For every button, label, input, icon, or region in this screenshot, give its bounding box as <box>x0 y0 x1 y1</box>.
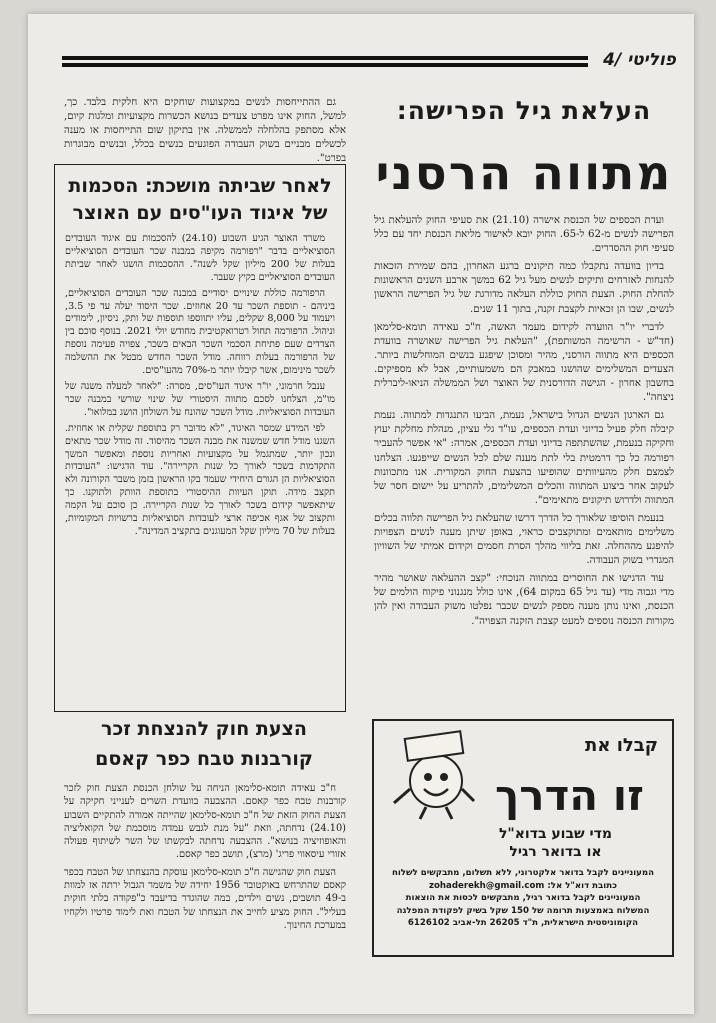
box-body <box>65 233 335 539</box>
main-headline <box>374 96 674 205</box>
newspaper-page <box>28 14 694 1014</box>
ad-weekly <box>499 825 612 861</box>
kasem-headline <box>62 714 346 774</box>
box-title-line-2: של איגוד העו"סים עם האוצר <box>72 202 328 224</box>
ad-get: קבלו את <box>585 735 658 756</box>
continued-paragraph: גם ההתייחסות לנשים במקצועות שוחקים היא חלקית בלבד. כך, למשל, החוק אינו מפרט צעדים בנושא הכשרות מקצועיות ומלגות קיום, אלא מסתפק בהלחלה לממשלה. אין בתיקון שום התייחסות או מענה לכשלים מבניים בשוק העבודה הפוגעים בנשים בכלל, ובנשים מבוגרות בפרט". <box>64 97 346 165</box>
kasem-paragraph: ח"כ עאידה תומא-סלימאן הניחה על שולחן הכנסת הצעת חוק לזכר קורבנות טבח כפר קאסם. ההצבעה בוועדת השרים לענייני חקיקה על הצעת החוק הזאת של ח"כ תומא-סלימאן שהייתה אמורה להתקיים השבוע (24.10) נדחתה, וזאת "על מנת לגבש עמדה מוסכמת של הקואליציה והאופוזיציה בנושא". ההצבעה נדחתה לבקשתו של השר לשיתוף פעולה אזורי עיסאווי פריג' (מרצ), תושב כפר קאסם. <box>64 783 346 861</box>
newspaper-mascot-icon <box>386 729 478 821</box>
kasem-headline-line-2: קורבנות טבח כפר קאסם <box>95 748 313 770</box>
main-paragraph: גם הארגון הנשים הגדול בישראל, נעמת, הביעו התנגדות למתווה. נעמת קיבלה חלק פעיל בדיוני ועדת הכספים, עו"ד גלי עציון, מנהלת מחלקת יעוץ וחקיקה בנעמת, שהשתתפה בדיוני ועדת הכספים, אמרה: "אי אפשר להעביר רפורמה כל כך דרמטית בלי לתת מענה שלם לכל הנשים שייפגעו. הצלחנו לצמצם חלק מהעיוותים שהופיעו בהצעת החוק המקורית. אנו מתכוונות לעקוב אחר ביצוע המתווה והכלים המשלימים, להתריע על יישום חסר של המתווה ולדרוש תיקונים מתאימים". <box>374 410 674 506</box>
ad-fine-line: המעוניינים לקבל בדואר רגיל, מתבקשים לכסות את הוצאות <box>405 893 641 903</box>
main-paragraph: בדיון בוועדה נתקבלו כמה תיקונים ברגע האחרון, בהם שמירת הזכאות להנחות לאזרחים ותיקים לנשים מעל גיל 62 במשך ארבע השנים הראשונות להחלת החוק. הצעת החוק כוללת העלאה מדורגת של גיל הפרישה הראשון לנשים, שבו הן זכאיות לקצבת זקנה, בתוך 11 שנים. <box>374 261 674 315</box>
box-title-line-1: לאחר שביתה מושכת: הסכמות <box>68 175 332 197</box>
ad-weekly-line-1: מדי שבוע בדוא"ל <box>498 826 612 842</box>
subscription-ad <box>372 719 674 957</box>
kasem-paragraph: הצעת חוק שהגישה ח"כ תומא-סלימאן עוסקת בהנצחתו של הטבח בכפר קאסם שהתרחש באוקטובר 1956 יחידה של משמר הגבול ירתה אז למוות ב-49 תושבים, נשים וילדים, במה שהוגדר בדיעבד כ"פקודה בלתי חוקית בעליל". החוק מציע לחייב את הנצחתו של הטבח ואת לימוד פרטיו ולקחיו במערכת החינוך. <box>64 866 346 931</box>
ad-email-line[interactable]: כתובת דוא"ל אל: zohaderekh@gmail.com <box>429 880 617 891</box>
social-workers-article-box <box>54 164 346 712</box>
main-paragraph: לדברי יו"ר הוועדה לקידום מעמד האשה, ח"כ עאידה תומא-סלימאן (חד"ש - הרשימה המשותפת), "העלאת גיל הפרישה שאושרה בוועדת הכספים היא מתווה הורסני, מהיר ומסוכן שיפגע בנשים המוחלשות ביותר. הצעדים המשלימים שהושגו במאבק הם משמעותיים, אבל לא מספיקים. בחשבון אחרון - הגישה הדורסנית של האוצר ושל הממשלה הניאו-ליברלית ניצחה". <box>374 321 674 404</box>
page-header <box>62 50 680 80</box>
continued-text <box>64 96 346 170</box>
main-paragraph: עוד הדגישו את החוסרים במתווה הנוכחי: "קצב ההעלאה שאושר מהיר מדי וגבוה מדי (עד גיל 65 במקום 64), אינו כולל מנגנוני פיקוח הולמים של הכנסת, ואינו נותן מענה מספק לנשים שכבר נפלטו משוק העבודה ואין להן מקורות הכנסה נוספים למעט קצבת הזקנה הצפויה". <box>374 573 674 627</box>
kasem-headline-line-1: הצעת חוק להנצחת זכר <box>101 718 307 740</box>
section-label: פוליטי /4 <box>603 50 676 70</box>
box-paragraph: משרד האוצר הגיע השבוע (24.10) להסכמות עם איגוד העובדים הסוציאליים בדבר "רפורמה מקיפה במבנה שכר העובדים הסוציאליים בעלות של 200 מיליון שקל לשנה". ההסכמות הושגו לאחר שביתת העובדים הסוציאליים בקיץ שעבר. <box>65 233 336 283</box>
ad-paper-name: זו הדרך <box>495 771 644 820</box>
main-paragraph: ועדת הכספים של הכנסת אישרה (21.10) את סעיפי החוק להעלאת גיל הפרישה לנשים מ-62 ל-65. החוק יובא לאישור מליאת הכנסת יחד עם כלל סעיפי חוק ההסדרים. <box>374 215 674 255</box>
main-headline-kicker: העלאת גיל הפרישה: <box>396 96 652 125</box>
main-headline-title: מתווה הרסני <box>375 146 673 201</box>
main-article-body <box>374 214 674 633</box>
kasem-article-body <box>64 782 346 936</box>
ad-fine-line: המשלוח באמצעות תרומה של 150 שקל בשיק לפקודת המפלגה <box>396 905 650 916</box>
main-paragraph: בנעמת הוסיפו שלאורך כל הדרך דרשו שהעלאת גיל הפרישה תלווה בכלים משלימים מותאמים ומתוקצבים כראוי, באופן שיתן מענה לנשים הצפויות להיפגע מההחלה. זאת בליווי מהלך הסרת חסמים וקידום אמיתי של השוויון המגדרי בשוק העבודה. <box>374 512 674 567</box>
box-paragraph: לפי המידע שמסר האיגוד, "לא מדובר רק בתוספת שקלית או אחוזית. השגנו מודל חדש שמשנה את מבנה השכר מהיסוד. זה מודל שכר מתאים ונכון יותר, שמתגמל על מקצועיות ואחריות נוספת ומאפשר המשך התקדמות בשכר לאורך כל שנות הקריירה". עוד הדגישו: "העובדות הסוציאליות הן הגורם היחידי שעמד בקו הראשון בזמן משבר הקורונה ולא תקצב מידה. תוקן העיוות ההיסטורי בתוספת הוותק ולתוקנו. כך שיתאפשר קידום בשכר לאורך כל שנות הקריירה. כן סוכם על הקמה ותקצוב של אגף אכיפה ארצי לעובדות הסוציאליות ברשויות המקומיות, בעלות של 70 מיליון שקל המעוגנים בתקציב המדינה". <box>65 422 335 537</box>
ad-fine-line: המעוניינים לקבל בדואר אלקטרוני, ללא תשלום, מתבקשים לשלוח <box>391 868 655 878</box>
box-paragraph: הרפורמה כוללת שינויים יסודיים במבנה שכר העובדים הסוציאליים, ביניהם - תוספת השכר עד 20 אחוזים. שכר היסוד יעלה עד פי 3.5, ויעמוד על 8,000 שקלים, עליו יתווספו תוספות של ותק, ניסיון, לימודים וניהול. הרפורמה תחול רטרואקטיבית מחודש יולי 2021. בנוסף סוכם בין הצדדים שעם פתיחת הסכמי השכר הבאים בשכר, צפויה פעימה נוספת של הרפורמה בעלות רווחה. מודל השכר החדש מבטל את ההשלמה לשכר מינימום, אשר קיבלו יותר מ-70% מהעו"סים. <box>65 287 335 377</box>
ad-weekly-line-2: או בדואר רגיל <box>509 844 602 860</box>
box-paragraph: ענבל חרמוני, יו"ר איגוד העו"סים, מסרה: "לאחר למעלה משנה של מו"מ, הצלחנו לסכם מתווה היסטורי של שינוי שורשי במבנה שכר העובדות הסוציאליות. מודל השכר שהונח על השולחן הושג במלואו". <box>65 380 335 418</box>
header-rule <box>62 56 588 70</box>
ad-fine-line: הקומוניסטית הישראלית, ת"ד 26205 תל-אביב 6126102 <box>407 918 639 928</box>
ad-fine-print <box>382 867 664 930</box>
